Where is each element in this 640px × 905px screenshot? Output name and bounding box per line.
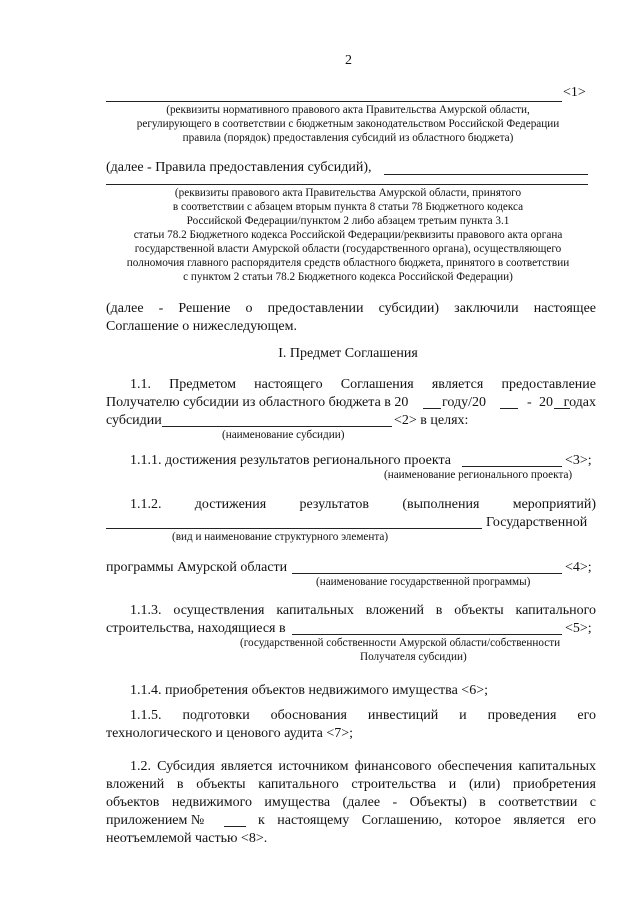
p11-line-3a: субсидии [106,413,162,428]
p111-ref: <3>; [565,453,592,468]
page-number: 2 [345,53,352,68]
p11-line-1: 1.1. Предметом настоящего Соглашения является предоставление [130,377,596,392]
p112-note: (вид и наименование структурного элемента) [172,531,389,543]
ownership-blank [292,634,562,635]
footnote-ref-1: <1> [563,85,586,100]
p115-line-1: 1.1.5. подготовки обоснования инвестиций и проведения его [130,708,596,723]
p12-line-3: объектов недвижимого имущества (далее - Объекты) в соответствии с [106,795,596,810]
act-blank-line [106,101,562,102]
act-note [106,103,590,145]
decision-paragraph-line-2: Соглашение о нижеследующем. [106,319,297,334]
act-note-line-1: (реквизиты нормативного правового акта Правительства Амурской области, [166,104,530,116]
decision-note-line-3: Российской Федерации/пунктом 2 либо абзацем третьим пункта 3.1 [186,215,510,227]
decision-blank-line [106,184,588,185]
p11-line-2c: - [527,395,532,410]
subsidy-name-note: (наименование субсидии) [222,429,345,441]
p12-line-4a: приложением № [106,813,205,828]
p12-line-2: вложений в объекты капитального строительства и (или) приобретения [106,777,596,792]
p113-note-2: Получателя субсидии) [360,651,467,663]
decision-note-line-1: (реквизиты правового акта Правительства Амурской области, принятого [174,187,522,199]
rules-line: (далее - Правила предоставления субсидий), [106,160,372,175]
p112-program: программы Амурской области [106,560,288,575]
p112-end: Государственной [486,515,588,530]
p113-line-1: 1.1.3. осуществления капитальных вложений в объекты капитального [130,603,596,618]
p115-line-2: технологического и ценового аудита <7>; [106,726,353,741]
decision-paragraph-line-1: (далее - Решение о предоставлении субсидии) заключили настоящее [106,301,596,316]
p112-ref: <4>; [565,560,592,575]
p111-text: 1.1.1. достижения результатов регионального проекта [130,453,451,468]
p11-line-2a: Получателю субсидии из областного бюджета в 20 [106,395,409,410]
appendix-number-blank [224,826,246,827]
p113-note-1: (государственной собственности Амурской области/собственности [240,637,561,649]
p112-line-1: 1.1.2. достижения результатов (выполнения мероприятий) [130,497,596,512]
regional-project-blank [462,466,562,467]
year-blank-2 [500,408,518,409]
p12-line-1: 1.2. Субсидия является источником финансового обеспечения капитальных [130,759,596,774]
decision-note-line-6: полномочия главного распорядителя средств областного бюджета, принятого в соответствии [126,257,570,269]
p11-line-3b: <2> в целях: [394,413,469,428]
section-heading: I. Предмет Соглашения [278,346,418,361]
p111-note: (наименование регионального проекта) [384,469,573,481]
structural-element-blank [106,528,482,529]
year-blank-1 [423,408,441,409]
program-blank [292,573,562,574]
p11-line-2b: году/20 [442,395,487,410]
p114: 1.1.4. приобретения объектов недвижимого имущества <6>; [130,683,488,698]
subsidy-name-blank [162,426,392,427]
decision-note-line-4: статьи 78.2 Бюджетного кодекса Российской Федерации/реквизиты правового акта органа [133,229,563,241]
decision-note-line-2: в соответствии с абзацем вторым пункта 8 статьи 78 Бюджетного кодекса [172,201,524,213]
p12-line-4b: к настоящему Соглашению, которое является его [258,813,596,828]
decision-note [106,186,590,284]
rules-blank-line [384,174,588,175]
decision-note-line-7: с пунктом 2 статьи 78.2 Бюджетного кодекса Российской Федерации) [183,271,513,283]
p12-line-5: неотъемлемой частью <8>. [106,831,268,846]
act-note-line-3: правила (порядок) предоставления субсидий из областного бюджета) [182,132,514,144]
p113-line-2a: строительства, находящиеся в [106,621,286,636]
p11-line-2e: годах [563,395,596,410]
p113-ref: <5>; [565,621,592,636]
act-note-line-2: регулирующего в соответствии с бюджетным законодательством Российской Федерации [136,118,560,130]
decision-note-line-5: государственной власти Амурской области (государственного органа), осуществляющего [134,243,562,255]
p112-program-note: (наименование государственной программы) [316,576,531,588]
p11-line-2d: 20 [539,395,553,410]
